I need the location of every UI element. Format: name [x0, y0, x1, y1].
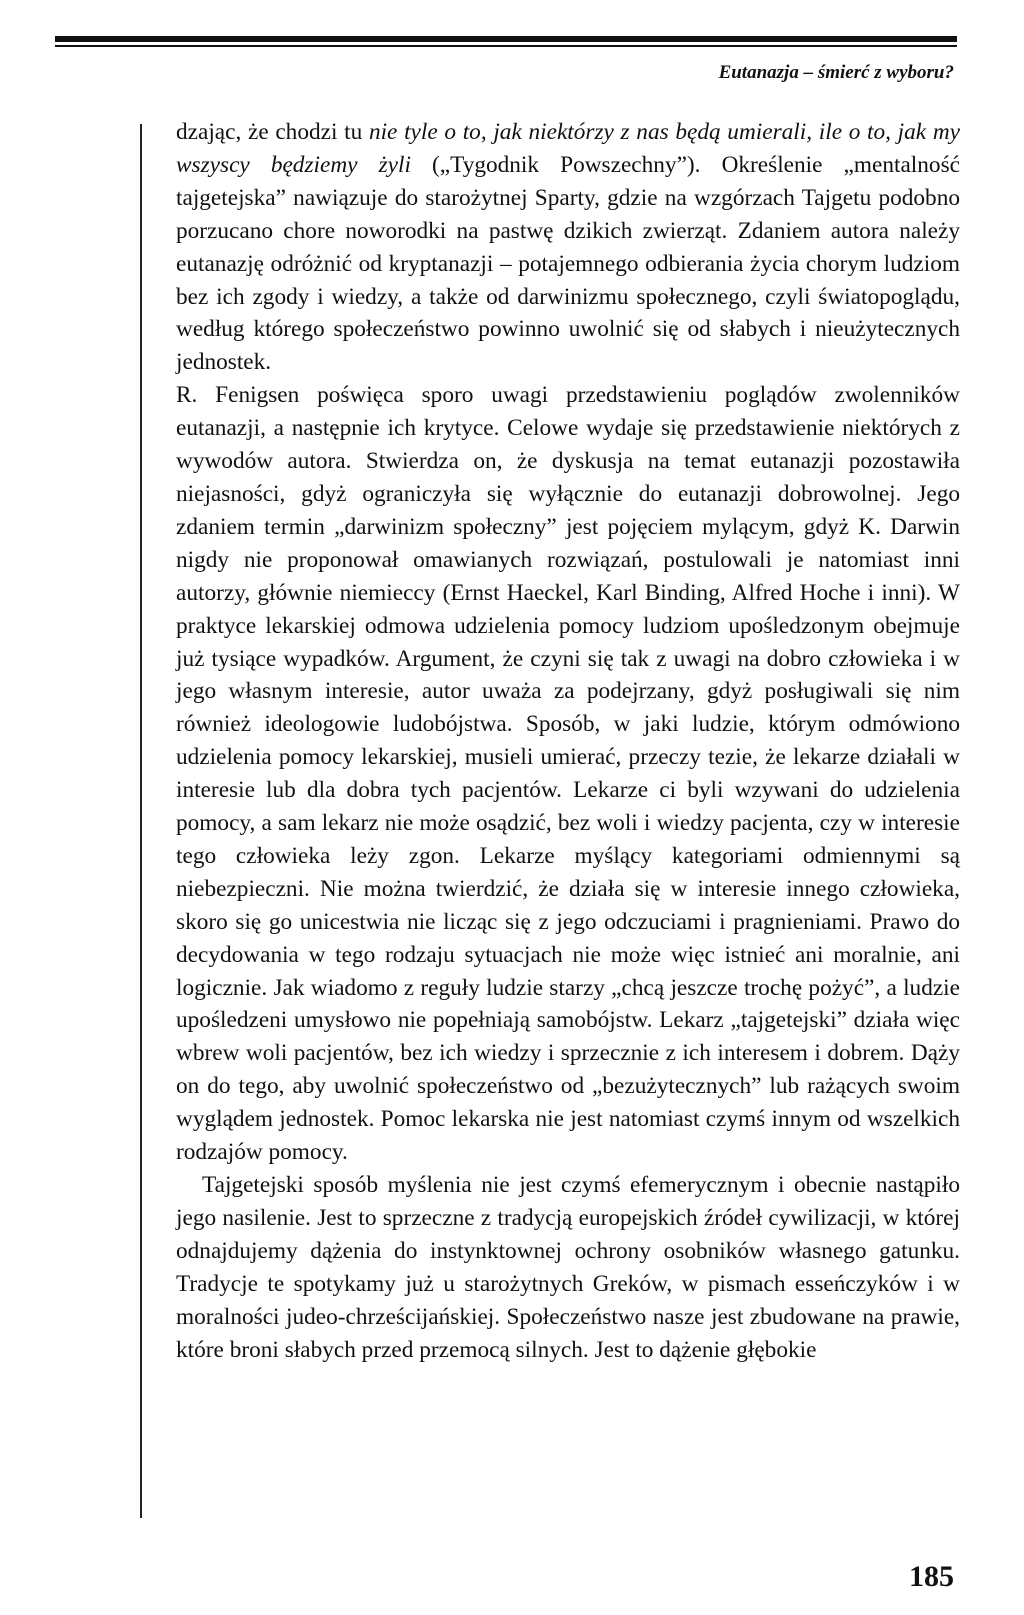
text-segment: dzając, że chodzi tu	[176, 119, 369, 145]
header-rule-thin	[55, 45, 957, 47]
italic-text-segment: nie tyle o to, jak niektórzy z nas będą umierali, ile o to, jak my wszyscy będziemy żyli	[176, 119, 960, 178]
paragraph	[176, 1169, 960, 1366]
text-segment: Tajgetejski sposób myślenia nie jest czymś efemerycznym i obecnie nastąpiło jego nasilenie. Jest to sprzeczne z tradycją europejskich źródeł cywilizacji, w której odnajdujemy dążenia do instynktownej ochrony osobników własnego gatunku. Tradycje te spotykamy już u starożytnych Greków, w pismach esseńczyków i w moralności judeo-chrześcijańskiej. Społeczeństwo nasze jest zbudowane na prawie, które broni słabych przed przemocą silnych. Jest to dążenie głębokie	[176, 1172, 960, 1363]
text-segment: R. Fenigsen poświęca sporo uwagi przedstawieniu poglądów zwolenników eutanazji, a następnie ich krytyce. Celowe wydaje się przedstawienie niektórych z wywodów autora. Stwierdza on, że dyskusja na temat eutanazji pozostawiła niejasności, gdyż ograniczyła się wyłącznie do eutanazji dobrowolnej. Jego zdaniem termin „darwinizm społeczny” jest pojęciem mylącym, gdyż K. Darwin nigdy nie proponował omawianych rozwiązań, postulowali je natomiast inni autorzy, głównie niemieccy (Ernst Haeckel, Karl Binding, Alfred Hoche i inni). W praktyce lekarskiej odmowa udzielenia pomocy ludziom upośledzonym obejmuje już tysiące wypadków. Argument, że czyni się tak z uwagi na dobro człowieka i w jego własnym interesie, autor uważa za podejrzany, gdyż posługiwali się nim również ideologowie ludobójstwa. Sposób, w jaki ludzie, którym odmówiono udzielenia pomocy lekarskiej, musieli umierać, przeczy tezie, że lekarze działali w interesie lub dla dobra tych pacjentów. Lekarze ci byli wzywani do udzielenia pomocy, a sam lekarz nie może osądzić, bez woli i wiedzy pacjenta, czy w interesie tego człowieka leży zgon. Lekarze myślący kategoriami odmiennymi są niebezpieczni. Nie można twierdzić, że działa się w interesie innego człowieka, skoro się go unicestwia nie licząc się z jego odczuciami i pragnieniami. Prawo do decydowania w tego rodzaju sytuacjach nie może więc istnieć ani moralnie, ani logicznie. Jak wiadomo z reguły ludzie starzy „chcą jeszcze trochę pożyć”, a ludzie upośledzeni umysłowo nie popełniają samobójstw. Lekarz „tajgetejski” działa więc wbrew woli pacjentów, bez ich wiedzy i sprzecznie z ich interesem i dobrem. Dąży on do tego, aby uwolnić społeczeństwo od „bezużytecznych” lub rażących swoim wyglądem jednostek. Pomoc lekarska nie jest natomiast czymś innym od wszelkich rodzajów pomocy.	[176, 382, 960, 1166]
paragraph	[176, 379, 960, 1169]
running-head: Eutanazja – śmierć z wyboru?	[718, 62, 954, 83]
page-number: 185	[909, 1560, 954, 1593]
margin-rule	[140, 124, 142, 1518]
header-rule-thick	[55, 36, 957, 42]
text-segment: („Tygodnik Powszechny”). Określenie „mentalność tajgetejska” nawiązuje do starożytnej Sparty, gdzie na wzgórzach Tajgetu podobno porzucano chore noworodki na pastwę dzikich zwierząt. Zdaniem autora należy eutanazję odróżnić od kryptanazji – potajemnego odbierania życia chorym ludziom bez ich zgody i wiedzy, a także od darwinizmu społecznego, czyli światopoglądu, według którego społeczeństwo powinno uwolnić się od słabych i nieużytecznych jednostek.	[176, 151, 960, 376]
body-text	[176, 116, 960, 1366]
paragraph	[176, 116, 960, 379]
